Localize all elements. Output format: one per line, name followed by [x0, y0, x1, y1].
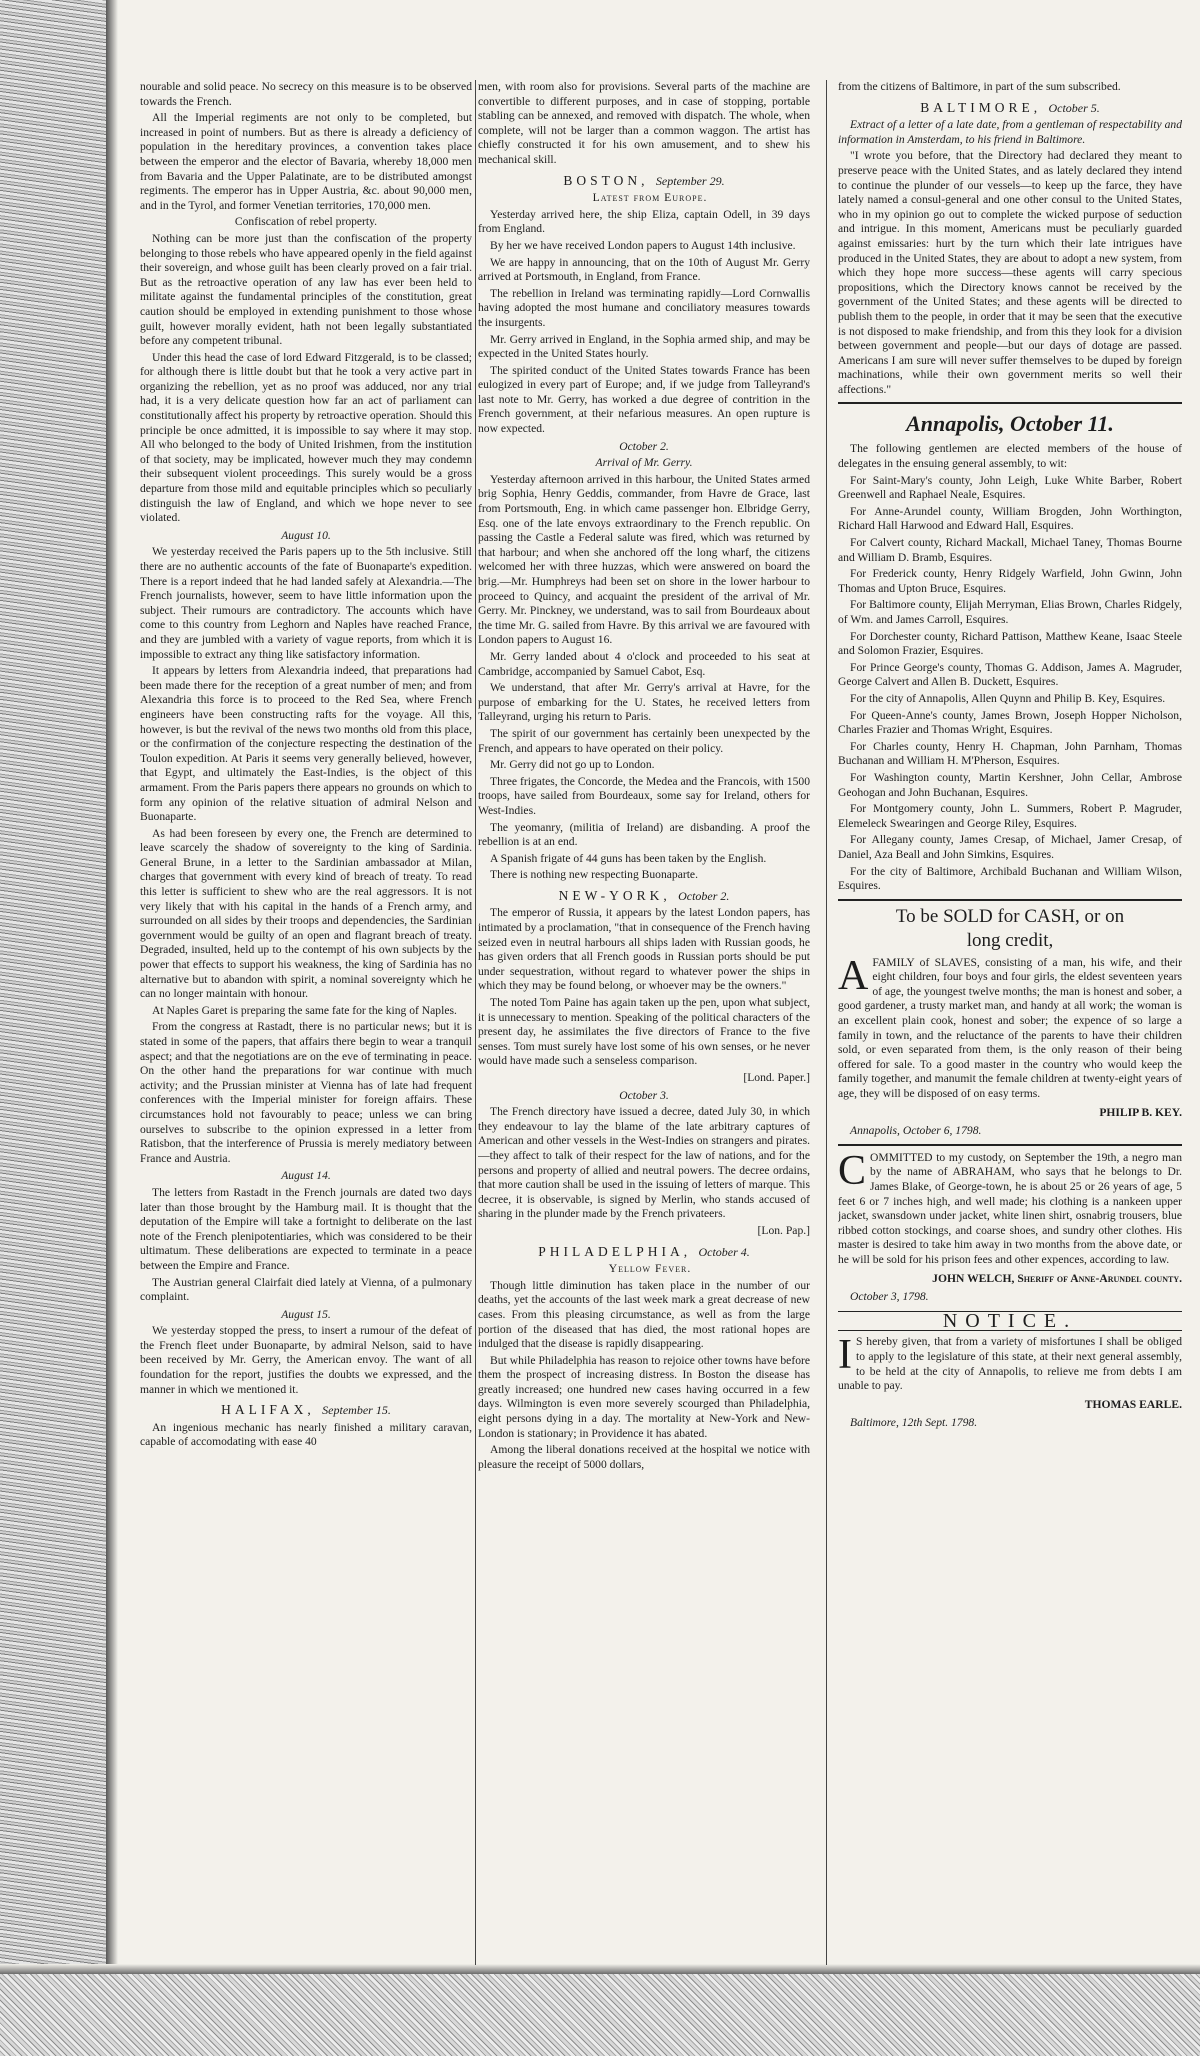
- paragraph: All the Imperial regiments are not only to be completed, but increased in point of numbers. But as there is already a deficiency of population in the hereditary provinces, a convention takes place between the emperor and the elector of Bavaria, whereby 18,000 men from Bavaria and the Upper Palatinate, are to be distributed amongst regiments. The emperor has in Upper Austria, &c. about 90,000 men, and in the Tyrol, and former Venetian territories, 170,000 men.: [140, 111, 472, 212]
- ad-date: October 3, 1798.: [850, 1290, 929, 1304]
- paragraph: Yesterday afternoon arrived in this harbour, the United States armed brig Sophia, Henry Geddis, commander, from Havre de Grace, last from Portsmouth, Eng. in which came passenger hon. Elbridge Gerry, Esq. one of the late envoys extraordinary to the French republic. On passing the Castle a Federal salute was fired, which was returned by that harbour; and when she anchored off the long wharf, the citizens welcomed her with three huzzas, which were answered on board the brig.—Mr. Humphreys had been set on shore in the lower harbour to proceed to Quincy, and acquaint the president of the arrival of Mr. Gerry. Mr. Pinckney, we understand, was to sail from Bourdeaux about the time Mr. G. sailed from Havre. By this arrival we are favoured with London papers to August 16.: [478, 472, 810, 647]
- paragraph: We are happy in announcing, that on the 10th of August Mr. Gerry arrived at Portsmouth, in England, from France.: [478, 255, 810, 284]
- paragraph: The French directory have issued a decree, dated July 30, in which they endeavour to lay the blame of the late arbitrary captures of American and other vessels in the West-Indies on strangers and pirates.—they affect to talk of their respect for the law of nations, and for the persons and property of allied and neutral powers. The decree ordains, that more caution shall be used in the issuing of letters of marque. This decree, it is observable, is signed by Merlin, who stands accused of sharing in the plunder made by the French privateers.: [478, 1105, 810, 1221]
- notice-signature: THOMAS EARLE.: [1084, 1397, 1182, 1411]
- ad-date: Annapolis, October 6, 1798.: [850, 1124, 982, 1138]
- paragraph: At Naples Garet is preparing the same fate for the king of Naples.: [152, 1003, 457, 1017]
- paragraph: "I wrote you before, that the Directory had declared they meant to preserve peace with the United States, and as lately declared they intend to continue the plunder of our vessels—to keep up the farce, they have lately named a consul-general and one other consul to the United States, who in my opinion go out to complete the wicked purpose of seduction and intrigue. In this moment, Americans must be peculiarly guarded against emissaries: hurt by the turn which their late intrigues have produced in the United States, they are about to adopt a new system, from which they hope more success—these agents will carry specious propositions, which the Directory knows cannot be received by the government of the United States; and these agents will be directed to publish them to the people, in order that it may be seen that the executive is not disposed to make friendship, and from this they look for a division between government and people—but our days of dotage are passed. Americans I am sure will never suffer themselves to be duped by foreign machinations, while their own government merits so well their affections.": [838, 149, 1182, 396]
- paragraph: We understand, that after Mr. Gerry's arrival at Havre, for the purpose of embarking for the U. States, he received letters from Talleyrand, urging his return to Paris.: [478, 681, 810, 724]
- column-two: [478, 80, 810, 1965]
- election-entry: For Baltimore county, Elijah Merryman, Elias Brown, Charles Ridgely, of Wm. and James Carroll, Esquires.: [838, 598, 1182, 626]
- dateline: August 15.: [281, 1307, 331, 1321]
- city-name: NEW-YORK,: [558, 887, 671, 903]
- damaged-bottom-margin: [0, 1964, 1200, 2056]
- advertisement-body: [838, 1147, 1182, 1268]
- paragraph: We yesterday stopped the press, to insert a rumour of the defeat of the French fleet under Buonaparte, by admiral Nelson, said to have been received by Mr. Gerry, the American envoy. The want of all foundation for the report, justifies the doubts we expressed, and the manner in which we mentioned it.: [140, 1324, 472, 1396]
- paragraph: The Austrian general Clairfait died lately at Vienna, of a pulmonary complaint.: [140, 1275, 472, 1304]
- paragraph: But while Philadelphia has reason to rejoice other towns have before them the prospect of increasing distress. In Boston the disease has greatly increased; one hundred new cases having occurred in a few days. Wilmington is even more severely scourged than Philadelphia, eight persons dying in a day. The mortality at New-York and New-London is stationary; in Providence it has abated.: [478, 1353, 810, 1440]
- paragraph: The following gentlemen are elected members of the house of delegates in the ensuing general assembly, to wit:: [838, 442, 1182, 471]
- paragraph: Yesterday arrived here, the ship Eliza, captain Odell, in 39 days from England.: [478, 207, 810, 236]
- column-rule: [475, 80, 476, 1965]
- source-credit: [Lon. Pap.]: [757, 1223, 810, 1237]
- paragraph: Mr. Gerry landed about 4 o'clock and proceeded to his seat at Cambridge, accompanied by Samuel Cabot, Esq.: [478, 649, 810, 678]
- paragraph: We yesterday received the Paris papers up to the 5th inclusive. Still there are no authentic accounts of the fate of Buonaparte's expedition. There is a report indeed that he had landed safely at Alexandria.—The French journalists, however, seem to have little information upon the subject. Their rumours are contradictory. The accounts which have come to this country from Leghorn and Naples have reached France, and they are jumbled with a variety of vague reports, from which it is impossible to extract any thing like satisfactory information.: [140, 545, 472, 661]
- election-entry: For the city of Annapolis, Allen Quynn and Philip B. Key, Esquires.: [850, 691, 1166, 705]
- notice-date: Baltimore, 12th Sept. 1798.: [850, 1416, 978, 1430]
- paragraph: Mr. Gerry did not go up to London.: [490, 758, 655, 772]
- annapolis-heading: Annapolis, October 11.: [906, 411, 1114, 437]
- city-heading-baltimore: [838, 101, 1182, 116]
- drop-cap: A: [838, 952, 869, 999]
- paragraph: The letters from Rastadt in the French journals are dated two days later than those brought by the Hamburg mail. It is thought that the deputation of the Empire will take a fortnight to deliberate on the last note of the French plenipotentiaries, which was considered to be their ultimatum. These deliberations are expected to terminate in a peace between the Empire and France.: [140, 1185, 472, 1272]
- extract-intro: Extract of a letter of a late date, from a gentleman of respectability and information in Amsterdam, to his friend in Baltimore.: [838, 118, 1182, 146]
- drop-cap: C: [838, 1147, 867, 1194]
- paragraph: The yeomanry, (militia of Ireland) are disbanding. A proof the rebellion is at an end.: [478, 820, 810, 849]
- election-entry: For Anne-Arundel county, William Brogden, John Worthington, Richard Hall Harwood and Edward Hall, Esquires.: [838, 504, 1182, 533]
- paragraph: An ingenious mechanic has nearly finished a military caravan, capable of accomodating with ease 40: [140, 1420, 472, 1449]
- advertisement-text: OMMITTED to my custody, on September the 19th, a negro man by the name of ABRAHAM, who says that he belongs to Dr. James Blake, of George-town, he is about 25 or 26 years of age, 5 feet 6 or 7 inches high, and well made; his clothing is a nankeen upper jacket, swansdown under jacket, white linen shirt, osnabrig trousers, blue ribbed cotton stockings, and coarse shoes, and sundry other clothes. His master is desired to take him away in two months from the above date, or he will be sold for his prison fees and other expences, according to law.: [838, 1150, 1182, 1266]
- paragraph: The spirit of our government has certainly been unexpected by the French, and appears to have operated on their policy.: [478, 726, 810, 755]
- advertisement-body: [838, 952, 1182, 1102]
- election-entry: For Queen-Anne's county, James Brown, Joseph Hopper Nicholson, Charles Frazier and Thomas Wright, Esquires.: [838, 708, 1182, 737]
- election-entry: For Prince George's county, Thomas G. Addison, James A. Magruder, George Calvert and Allen B. Duckett, Esquires.: [838, 660, 1182, 689]
- column-three: [838, 80, 1182, 1965]
- dateline: October 3.: [619, 1088, 669, 1102]
- city-heading-boston: [478, 174, 810, 189]
- paragraph: A Spanish frigate of 44 guns has been taken by the English.: [490, 851, 767, 865]
- election-entry: For Allegany county, James Cresap, of Michael, Jamer Cresap, of Daniel, Aza Beall and John Simkins, Esquires.: [838, 833, 1182, 861]
- city-name: BALTIMORE,: [920, 99, 1042, 115]
- paragraph: As had been foreseen by every one, the French are determined to leave scarcely the shadow of sovereignty to the king of Sardinia. General Brune, in a letter to the Sardinian ambassador at Milan, charges that government with every kind of breach of treaty. To read this letter is sufficient to shew who are the real aggressors. It is not very likely that with his capital in the hands of a French army, and surrounded on all sides by their troops and dependencies, the Sardinian government would be guilty of an open and flagrant breach of treaty. Degraded, insulted, held up to the contempt of his own subjects by the power that effects to support his weakness, the king of Sardinia has no alternative but to abandon with spirit, a nominal sovereignty which he can no longer maintain with honour.: [140, 826, 472, 1001]
- dateline: August 10.: [281, 528, 331, 542]
- paragraph: The noted Tom Paine has again taken up the pen, upon what subject, it is unnecessary to mention. Speaking of the political characters of the present day, he assimilates the five directors of France to the five senses. Tom must surely have lost some of his own senses, or he never would have made such a senseless comparison.: [478, 996, 810, 1068]
- column-one: [140, 80, 472, 1965]
- paragraph: nourable and solid peace. No secrecy on this measure is to be observed towards the French.: [140, 80, 472, 108]
- paragraph: Three frigates, the Concorde, the Medea and the Francois, with 1500 troops, have sailed from Bourdeaux, some say for Ireland, others for West-Indies.: [478, 774, 810, 817]
- paragraph: from the citizens of Baltimore, in part of the sum subscribed.: [838, 80, 1121, 93]
- election-entry: For Charles county, Henry H. Chapman, John Parnham, Thomas Buchanan and William H. M'Pherson, Esquires.: [838, 739, 1182, 768]
- ad-signature: JOHN WELCH, Sheriff of Anne-Arundel county.: [932, 1271, 1182, 1285]
- advertisement-text: FAMILY of SLAVES, consisting of a man, his wife, and their eight children, four boys and four girls, the eldest seventeen years of age, the youngest twelve months; the man is honest and sober, a good gardener, a trusty market man, and handy at all work; the woman is an excellent plain cook, honest and sober; the expence of so large a family in town, and the reluctance of the parents to have their children sold, or even separated from them, is the only reason of their being offered for sale. To a good master in the country who would keep the family together, and manumit the female children at twenty-eight years of age, they will be disposed of on easy terms.: [838, 955, 1182, 1101]
- city-date: September 29.: [655, 173, 725, 188]
- election-entry: For Montgomery county, John L. Summers, Robert P. Magruder, Elemeleck Swearingen and George Riley, Esquires.: [838, 802, 1182, 830]
- notice-text: S hereby given, that from a variety of misfortunes I shall be obliged to apply to the legislature of this state, at their next general assembly, to be held at the city of Annapolis, to relieve me from debts I am unable to pay.: [838, 1335, 1182, 1393]
- damaged-left-margin: [0, 0, 118, 2056]
- ad-title: To be SOLD for CASH, or on: [895, 905, 1125, 927]
- election-entry: For Dorchester county, Richard Pattison, Matthew Keane, Isaac Steele and Solomon Frazier, Esquires.: [838, 629, 1182, 658]
- dateline: October 2.: [619, 439, 669, 453]
- city-date: October 2.: [678, 888, 730, 903]
- paragraph: It appears by letters from Alexandria indeed, that preparations had been made there for the reception of a great number of men; and from Alexandria this force is to proceed to the Red Sea, where French engineers have been constructing rafts for the voyage. All this, however, is but the revival of the news two months old from this place, or the confirmation of the conjecture respecting the destination of the Toulon expedition. At Paris it seems very generally believed, however, that Egypt, and ultimately the East-Indies, is the object of this armament. From the Paris papers there appears no grounds on which to form any opinion of the relative situation of admiral Nelson and Buonaparte.: [140, 664, 472, 824]
- source-credit: [Lond. Paper.]: [743, 1071, 810, 1084]
- subheading: Yellow Fever.: [608, 1262, 692, 1276]
- election-entry: For Frederick county, Henry Ridgely Warfield, John Gwinn, John Thomas and Upton Bruce, Esquires.: [838, 567, 1182, 595]
- paragraph: Among the liberal donations received at the hospital we notice with pleasure the receipt of 5000 dollars,: [478, 1443, 810, 1471]
- section-heading: Confiscation of rebel property.: [234, 215, 378, 229]
- ad-subtitle: long credit,: [966, 929, 1054, 951]
- dateline: August 14.: [281, 1169, 331, 1183]
- city-date: October 4.: [698, 1244, 750, 1259]
- divider: [838, 402, 1182, 404]
- divider: [838, 1144, 1182, 1146]
- ad-signature: PHILIP B. KEY.: [1099, 1105, 1182, 1119]
- paragraph: The rebellion in Ireland was terminating rapidly—Lord Cornwallis having adopted the most humane and conciliatory measures towards the insurgents.: [478, 286, 810, 329]
- city-heading-new-york: [478, 889, 810, 904]
- election-entry: For the city of Baltimore, Archibald Buchanan and William Wilson, Esquires.: [838, 864, 1182, 893]
- city-name: HALIFAX,: [221, 1402, 315, 1418]
- section-heading: Arrival of Mr. Gerry.: [595, 456, 693, 470]
- paragraph: From the congress at Rastadt, there is no particular news; but it is stated in some of the papers, that affairs there begin to wear a tranquil aspect; and that the negotiations are on the eve of terminating in peace. On the other hand the preparations for war continue with much activity; and the Prussian minister at Vienna has of late had frequent conferences with the Imperial minister for foreign affairs. These circumstances hold not favourably to peace; unless we can bring ourselves to subscribe to the opinion expressed in a letter from Ratisbon, that the interference of Prussia is merely mediatory between France and Austria.: [140, 1020, 472, 1165]
- notice-body: [838, 1332, 1182, 1393]
- election-entry: For Saint-Mary's county, John Leigh, Luke White Barber, Robert Greenwell and Raphael Neale, Esquires.: [838, 473, 1182, 502]
- city-date: September 15.: [322, 1403, 391, 1418]
- paragraph: The emperor of Russia, it appears by the latest London papers, has intimated by a proclamation, "that in consequence of the French having seized even in neutral harbours all ships laden with Russian goods, he has given orders that all French goods in Russian ports should be put under sequestration, without regard to whatever power the ships in which they may be found belong, or whoever may be the owners.": [478, 906, 810, 993]
- election-entry: For Washington county, Martin Kershner, John Cellar, Ambrose Geohogan and John Buchanan, Esquires.: [838, 770, 1182, 799]
- city-name: PHILADELPHIA,: [538, 1243, 692, 1259]
- paragraph: men, with room also for provisions. Several parts of the machine are convertible to different purposes, and in case of stopping, portable stabling can be annexed, and removed with dispatch. The whole, when complete, will not be larger than a common waggon. The artist has chiefly constructed it for his own amusement, and to shew his mechanical skill.: [478, 80, 810, 166]
- subheading: Latest from Europe.: [592, 191, 708, 205]
- city-date: October 5.: [1048, 100, 1100, 115]
- paragraph: Though little diminution has taken place in the number of our deaths, yet the accounts of the last week mark a great decrease of new cases. From this pleasing circumstance, as well as from the large portion of the diseased that has died, the most rational hopes are indulged that the disease is rapidly disappearing.: [478, 1278, 810, 1351]
- paragraph: Under this head the case of lord Edward Fitzgerald, is to be classed; for although there is little doubt but that he took a very active part in organizing the rebellion, yet as no proof was adduced, nor any trial had, it is a very delicate question how far an act of parliament can constitutionally affect his property by retroactive operation. Should this principle be once admitted, it is impossible to say where it may stop. All who belonged to the body of United Irishmen, from the institution of that society, may be implicated, however much they may condemn their subsequent violent proceedings. This surely would be a gross departure from those mild and equitable principles which so peculiarly distinguish the law of England, and which we hope never to see violated.: [140, 350, 472, 525]
- drop-cap: I: [838, 1332, 852, 1379]
- city-heading-halifax: [140, 1403, 472, 1418]
- notice-title: NOTICE.: [838, 1311, 1182, 1332]
- column-rule: [826, 80, 827, 1965]
- paragraph: Nothing can be more just than the confiscation of the property belonging to those rebels who have appeared openly in the field against their sovereign, and whose guilt has been clearly proved on a fair trial. But as the retroactive operation of any law has ever been held to militate against the fundamental principles of the constitution, great caution should be employed in extending punishment to those whose guilt, however morally evident, hath not been legally substantiated before any competent tribunal.: [140, 231, 472, 348]
- city-name: BOSTON,: [563, 172, 649, 188]
- paragraph: There is nothing new respecting Buonaparte.: [490, 868, 698, 882]
- paragraph: Mr. Gerry arrived in England, in the Sophia armed ship, and may be expected in the United States hourly.: [478, 332, 810, 361]
- paragraph: The spirited conduct of the United States towards France has been eulogized in every part of Europe; and, if we judge from Talleyrand's last note to Mr. Gerry, has worked a due degree of contrition in the French government, at their nefarious measures. An open rupture is now expected.: [478, 363, 810, 436]
- divider: [838, 899, 1182, 901]
- city-heading-philadelphia: [478, 1245, 810, 1260]
- election-entry: For Calvert county, Richard Mackall, Michael Taney, Thomas Bourne and William D. Bramb, Esquires.: [838, 536, 1182, 564]
- paragraph: By her we have received London papers to August 14th inclusive.: [490, 238, 796, 252]
